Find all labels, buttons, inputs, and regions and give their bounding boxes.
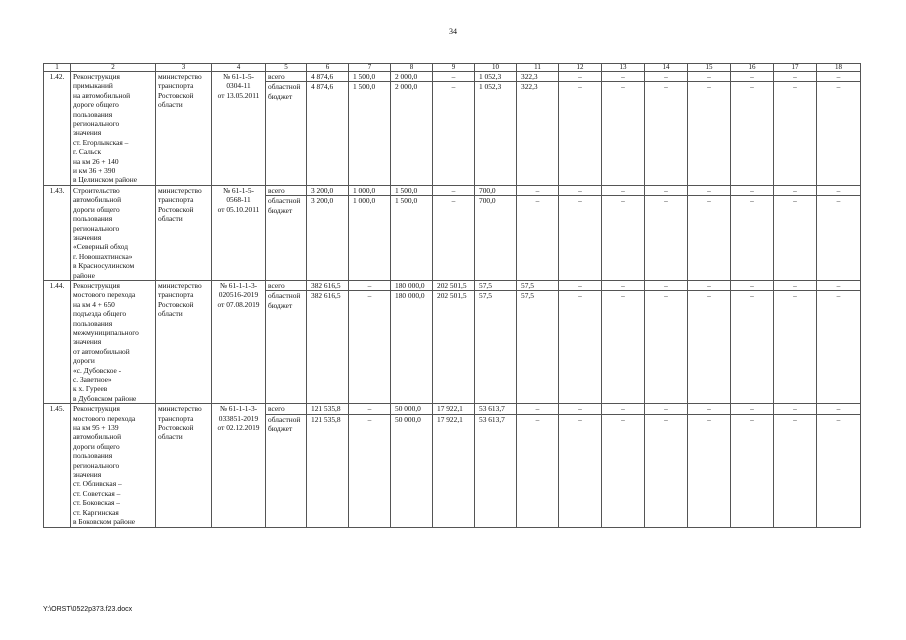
value-cell: 17 922,1 xyxy=(433,414,475,527)
cell-line: значения xyxy=(73,337,102,347)
cell-line: транспорта xyxy=(158,195,194,205)
cell-line: регионального xyxy=(73,119,120,129)
value-cell: 322,3 xyxy=(517,72,559,82)
cell-line: межмуниципального xyxy=(73,327,139,337)
cell-line: № 61-1-1-3- xyxy=(219,404,258,414)
funding-source xyxy=(266,404,307,414)
value-cell: – xyxy=(559,414,602,527)
cell-line: Реконструкция xyxy=(73,280,120,290)
value-cell: – xyxy=(817,72,861,82)
cell-line: 020516-2019 xyxy=(218,290,259,300)
object-name xyxy=(71,280,156,403)
investment-table xyxy=(43,63,861,528)
value-cell: 180 000,0 xyxy=(391,291,433,404)
value-cell: – xyxy=(688,414,731,527)
value-cell: – xyxy=(688,185,731,195)
cell-line: г. Сальск xyxy=(73,147,102,157)
funding-source xyxy=(266,196,307,281)
value-cell: 1 052,3 xyxy=(475,82,517,185)
cell-line: мостового перехода xyxy=(73,413,136,423)
cell-line: Реконструкция xyxy=(73,72,120,81)
value-cell: – xyxy=(688,404,731,414)
value-cell: – xyxy=(774,291,817,404)
cell-line: на км 95 + 139 xyxy=(73,423,119,433)
cell-line: области xyxy=(158,100,183,110)
value-cell: – xyxy=(433,82,475,185)
cell-line: областной xyxy=(268,291,301,301)
cell-line: ст. Каргинская xyxy=(73,507,119,517)
value-cell: 2 000,0 xyxy=(391,72,433,82)
cell-line: с. Заветное» xyxy=(73,375,112,384)
value-cell: 4 874,6 xyxy=(307,72,349,82)
column-header: 2 xyxy=(71,64,156,72)
cell-line: дороги xyxy=(73,356,95,366)
expertise-document xyxy=(212,185,266,280)
value-cell: – xyxy=(349,280,391,290)
value-cell: – xyxy=(517,404,559,414)
cell-line: министерство xyxy=(158,280,202,290)
value-cell: – xyxy=(559,72,602,82)
cell-line: транспорта xyxy=(158,290,194,300)
value-cell: – xyxy=(774,280,817,290)
cell-line: автомобильной xyxy=(73,432,122,442)
value-cell: – xyxy=(774,82,817,185)
cell-line: областной xyxy=(268,196,301,206)
value-cell: 50 000,0 xyxy=(391,404,433,414)
cell-line: пользования xyxy=(73,451,113,461)
cell-line: всего xyxy=(268,404,285,414)
value-cell: – xyxy=(602,280,645,290)
value-cell: 4 874,6 xyxy=(307,82,349,185)
cell-line: № 61-1-5- xyxy=(222,185,255,195)
value-cell: – xyxy=(731,185,774,195)
value-cell: – xyxy=(817,280,861,290)
cell-line: дороге общего xyxy=(73,100,119,110)
cell-line: 0568-11 xyxy=(226,195,251,205)
cell-line: 033851-2019 xyxy=(218,413,259,423)
value-cell: – xyxy=(731,404,774,414)
cell-line: транспорта xyxy=(158,81,194,91)
object-name xyxy=(71,185,156,280)
cell-line: и км 36 + 390 xyxy=(73,166,116,176)
column-header: 5 xyxy=(266,64,307,72)
value-cell: – xyxy=(817,196,861,281)
column-number-row xyxy=(44,64,861,72)
column-header: 13 xyxy=(602,64,645,72)
customer-organization xyxy=(156,72,212,186)
value-cell: – xyxy=(774,404,817,414)
column-header: 14 xyxy=(645,64,688,72)
column-header: 3 xyxy=(156,64,212,72)
expertise-document xyxy=(212,72,266,186)
expertise-document xyxy=(212,280,266,403)
value-cell: – xyxy=(349,414,391,527)
value-cell: – xyxy=(602,82,645,185)
value-cell: – xyxy=(517,414,559,527)
column-header: 7 xyxy=(349,64,391,72)
value-cell: 202 501,5 xyxy=(433,280,475,290)
cell-line: в Дубовском районе xyxy=(73,393,137,403)
value-cell: – xyxy=(774,185,817,195)
value-cell: – xyxy=(731,280,774,290)
cell-line: мостового перехода xyxy=(73,290,136,300)
cell-line: ст. Обливская – xyxy=(73,479,122,489)
value-cell: – xyxy=(774,196,817,281)
cell-line: областной xyxy=(268,82,301,92)
value-cell: 57,5 xyxy=(517,291,559,404)
value-cell: – xyxy=(645,280,688,290)
value-cell: 1 000,0 xyxy=(349,185,391,195)
value-cell: – xyxy=(349,404,391,414)
funding-source xyxy=(266,185,307,195)
value-cell: – xyxy=(349,291,391,404)
column-header: 4 xyxy=(212,64,266,72)
value-cell: – xyxy=(645,196,688,281)
value-cell: – xyxy=(731,291,774,404)
value-cell: – xyxy=(688,82,731,185)
value-cell: – xyxy=(817,291,861,404)
cell-line: к х. Гуреев xyxy=(73,384,108,394)
value-cell: – xyxy=(433,196,475,281)
cell-line: № 61-1-5- xyxy=(222,72,255,81)
cell-line: значения xyxy=(73,232,102,242)
cell-line: Реконструкция xyxy=(73,404,120,414)
value-cell: 57,5 xyxy=(475,280,517,290)
expertise-document xyxy=(212,404,266,527)
value-cell: 50 000,0 xyxy=(391,414,433,527)
cell-line: Ростовской xyxy=(158,423,194,433)
cell-line: автомобильной xyxy=(73,195,122,205)
value-cell: 322,3 xyxy=(517,82,559,185)
cell-line: в Боковском районе xyxy=(73,517,136,527)
value-cell: 53 613,7 xyxy=(475,404,517,414)
value-cell: 3 200,0 xyxy=(307,185,349,195)
value-cell: 57,5 xyxy=(475,291,517,404)
file-path-footer: Y:\ORST\0522p373.f23.docx xyxy=(43,606,133,613)
value-cell: – xyxy=(688,280,731,290)
value-cell: – xyxy=(517,196,559,281)
funding-source xyxy=(266,280,307,290)
value-cell: 17 922,1 xyxy=(433,404,475,414)
customer-organization xyxy=(156,185,212,280)
cell-line: Ростовской xyxy=(158,299,194,309)
cell-line: примыканий xyxy=(73,81,113,91)
value-cell: 180 000,0 xyxy=(391,280,433,290)
cell-line: всего xyxy=(268,280,285,290)
value-cell: – xyxy=(645,185,688,195)
value-cell: 382 616,5 xyxy=(307,280,349,290)
cell-line: подъезда общего xyxy=(73,309,127,319)
item-number: 1.43. xyxy=(44,185,71,280)
value-cell: – xyxy=(602,196,645,281)
value-cell: – xyxy=(559,82,602,185)
page-number: 34 xyxy=(449,27,457,36)
value-cell: – xyxy=(645,72,688,82)
funding-source xyxy=(266,72,307,82)
value-cell: – xyxy=(645,82,688,185)
cell-line: на км 4 + 650 xyxy=(73,299,115,309)
funding-source xyxy=(266,291,307,404)
item-number: 1.45. xyxy=(44,404,71,527)
cell-line: от 02.12.2019 xyxy=(217,423,260,433)
value-cell: 2 000,0 xyxy=(391,82,433,185)
cell-line: № 61-1-1-3- xyxy=(219,280,258,290)
value-cell: – xyxy=(645,414,688,527)
value-cell: – xyxy=(433,185,475,195)
object-name xyxy=(71,404,156,527)
cell-line: областной xyxy=(268,414,301,424)
cell-line: области xyxy=(158,432,183,442)
value-cell: – xyxy=(559,196,602,281)
cell-line: значения xyxy=(73,128,102,138)
cell-line: бюджет xyxy=(268,91,293,101)
column-header: 17 xyxy=(774,64,817,72)
column-header: 12 xyxy=(559,64,602,72)
value-cell: – xyxy=(559,185,602,195)
column-header: 9 xyxy=(433,64,475,72)
value-cell: – xyxy=(688,291,731,404)
cell-line: области xyxy=(158,214,183,224)
cell-line: «с. Дубовское - xyxy=(73,365,122,375)
cell-line: ст. Боковская – xyxy=(73,498,120,508)
value-cell: – xyxy=(559,280,602,290)
cell-line: пользования xyxy=(73,318,113,328)
cell-line: Ростовской xyxy=(158,204,194,214)
value-cell: – xyxy=(774,414,817,527)
column-header: 16 xyxy=(731,64,774,72)
value-cell: – xyxy=(433,72,475,82)
value-cell: 700,0 xyxy=(475,196,517,281)
cell-line: всего xyxy=(268,72,285,81)
column-header: 11 xyxy=(517,64,559,72)
cell-line: регионального xyxy=(73,223,120,233)
table-row xyxy=(44,280,861,290)
column-header: 18 xyxy=(817,64,861,72)
customer-organization xyxy=(156,280,212,403)
cell-line: пользования xyxy=(73,214,113,224)
value-cell: 1 000,0 xyxy=(349,196,391,281)
cell-line: министерство xyxy=(158,72,202,81)
value-cell: – xyxy=(517,185,559,195)
value-cell: – xyxy=(602,404,645,414)
column-header: 8 xyxy=(391,64,433,72)
value-cell: – xyxy=(559,404,602,414)
value-cell: 1 500,0 xyxy=(391,185,433,195)
column-header: 6 xyxy=(307,64,349,72)
value-cell: – xyxy=(731,196,774,281)
cell-line: всего xyxy=(268,185,285,195)
cell-line: Строительство xyxy=(73,185,120,195)
table-row xyxy=(44,404,861,414)
cell-line: от 13.05.2011 xyxy=(217,90,260,100)
value-cell: 1 052,3 xyxy=(475,72,517,82)
value-cell: – xyxy=(688,196,731,281)
value-cell: 700,0 xyxy=(475,185,517,195)
cell-line: пользования xyxy=(73,109,113,119)
cell-line: ст. Егорлыкская – xyxy=(73,137,129,147)
value-cell: – xyxy=(817,82,861,185)
cell-line: регионального xyxy=(73,460,120,470)
value-cell: 3 200,0 xyxy=(307,196,349,281)
value-cell: – xyxy=(817,185,861,195)
column-header: 15 xyxy=(688,64,731,72)
value-cell: 121 535,8 xyxy=(307,414,349,527)
value-cell: 121 535,8 xyxy=(307,404,349,414)
customer-organization xyxy=(156,404,212,527)
cell-line: районе xyxy=(73,270,95,280)
cell-line: 0304-11 xyxy=(226,81,251,91)
value-cell: 57,5 xyxy=(517,280,559,290)
value-cell: 53 613,7 xyxy=(475,414,517,527)
cell-line: г. Новошахтинска» xyxy=(73,251,133,261)
value-cell: – xyxy=(645,291,688,404)
cell-line: «Северный обход xyxy=(73,242,128,252)
value-cell: 202 501,5 xyxy=(433,291,475,404)
cell-line: бюджет xyxy=(268,424,293,434)
column-header: 1 xyxy=(44,64,71,72)
value-cell: – xyxy=(559,291,602,404)
item-number: 1.44. xyxy=(44,280,71,403)
cell-line: в Красносулинском xyxy=(73,261,135,271)
value-cell: – xyxy=(731,82,774,185)
value-cell: – xyxy=(731,72,774,82)
value-cell: 1 500,0 xyxy=(349,82,391,185)
cell-line: значения xyxy=(73,470,102,480)
value-cell: – xyxy=(645,404,688,414)
cell-line: в Целинском районе xyxy=(73,175,137,185)
value-cell: – xyxy=(602,185,645,195)
value-cell: – xyxy=(731,414,774,527)
cell-line: ст. Советская – xyxy=(73,488,121,498)
value-cell: 382 616,5 xyxy=(307,291,349,404)
cell-line: от автомобильной xyxy=(73,346,130,356)
value-cell: – xyxy=(688,72,731,82)
table-row xyxy=(44,72,861,82)
cell-line: области xyxy=(158,309,183,319)
cell-line: дороги общего xyxy=(73,441,120,451)
cell-line: министерство xyxy=(158,185,202,195)
cell-line: Ростовской xyxy=(158,90,194,100)
item-number: 1.42. xyxy=(44,72,71,186)
value-cell: – xyxy=(817,404,861,414)
value-cell: 1 500,0 xyxy=(349,72,391,82)
cell-line: на км 26 + 140 xyxy=(73,156,119,166)
value-cell: – xyxy=(602,72,645,82)
cell-line: транспорта xyxy=(158,413,194,423)
value-cell: – xyxy=(602,291,645,404)
cell-line: дороги общего xyxy=(73,204,120,214)
value-cell: – xyxy=(602,414,645,527)
object-name xyxy=(71,72,156,186)
cell-line: от 07.08.2019 xyxy=(217,299,260,309)
column-header: 10 xyxy=(475,64,517,72)
cell-line: министерство xyxy=(158,404,202,414)
funding-source xyxy=(266,82,307,185)
table-row xyxy=(44,185,861,195)
cell-line: на автомобильной xyxy=(73,90,131,100)
cell-line: от 05.10.2011 xyxy=(217,204,260,214)
cell-line: бюджет xyxy=(268,205,293,215)
funding-source xyxy=(266,414,307,527)
value-cell: – xyxy=(774,72,817,82)
cell-line: бюджет xyxy=(268,300,293,310)
value-cell: – xyxy=(817,414,861,527)
value-cell: 1 500,0 xyxy=(391,196,433,281)
